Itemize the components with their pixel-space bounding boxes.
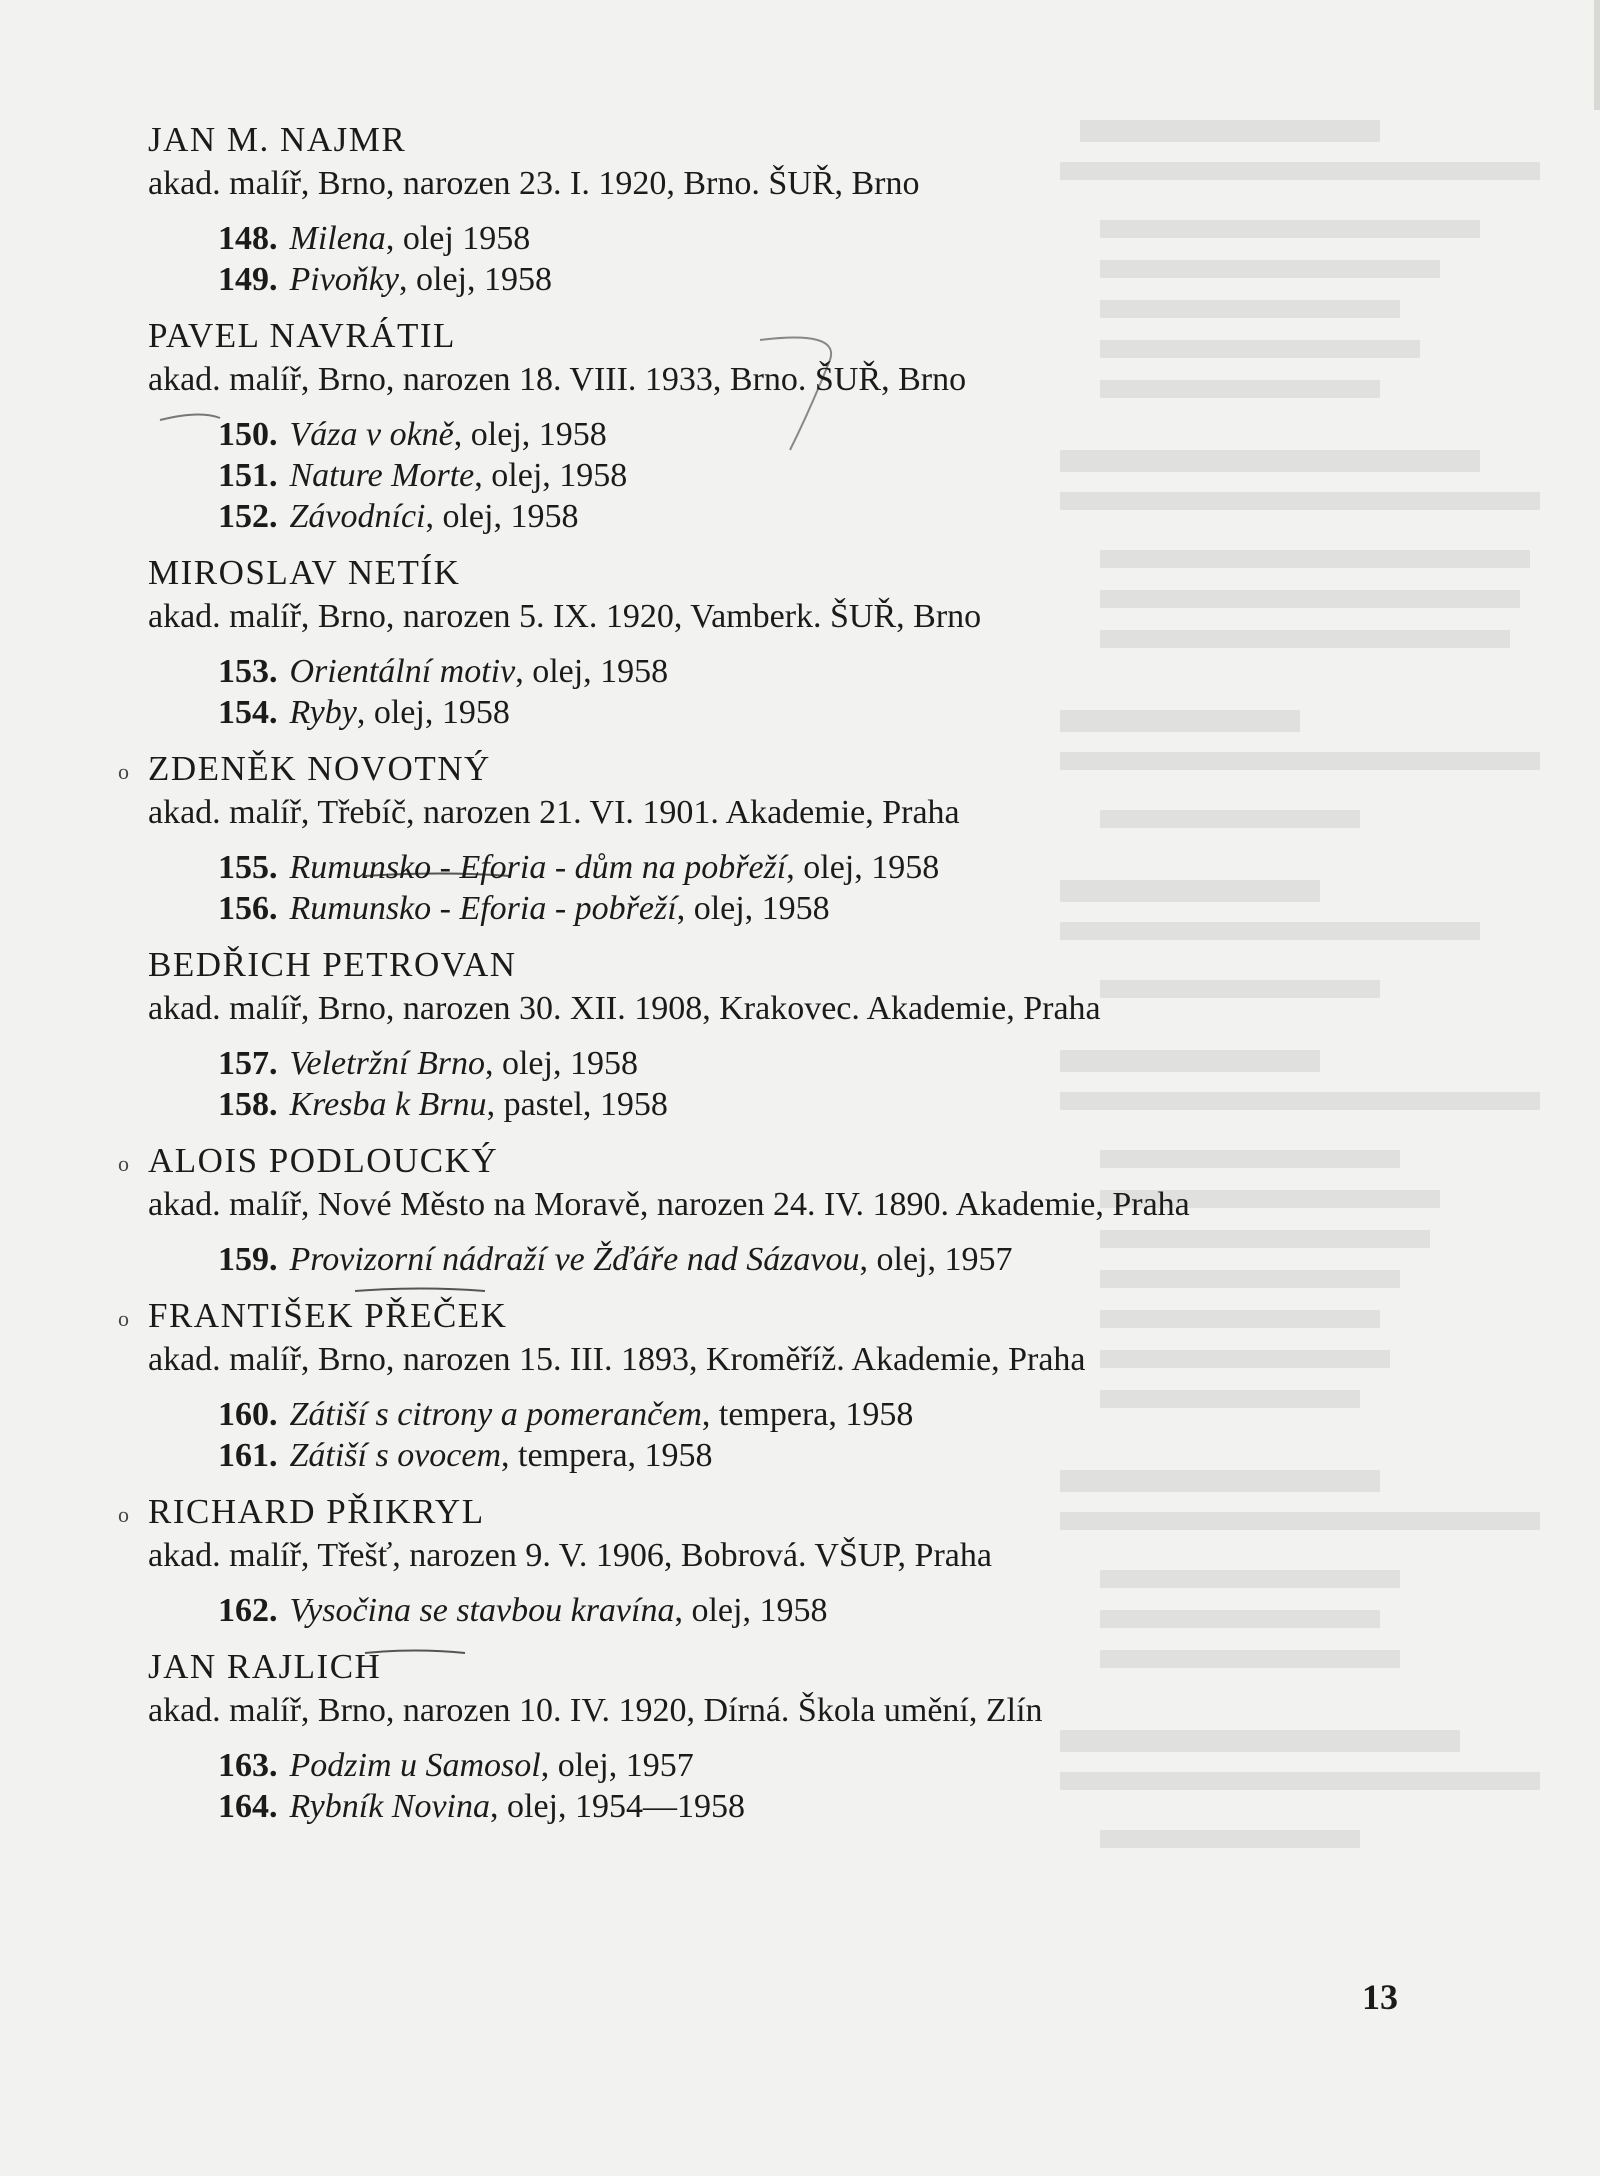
artist-bio: akad. malíř, Brno, narozen 10. IV. 1920, Dírná. Škola umění, Zlín xyxy=(148,1692,1043,1729)
artist-entry xyxy=(118,1294,1448,1476)
work-number: 151. xyxy=(218,457,278,494)
artist-entry xyxy=(148,943,1448,1125)
artist-entry xyxy=(148,1645,1448,1827)
work-item xyxy=(218,455,1448,496)
work-title: Závodníci xyxy=(289,498,426,535)
work-item xyxy=(218,1590,1448,1631)
work-details: , olej, 1957 xyxy=(540,1747,694,1784)
artist-bio: akad. malíř, Brno, narozen 30. XII. 1908, Krakovec. Akademie, Praha xyxy=(148,990,1101,1027)
artist-entry xyxy=(148,314,1448,537)
work-number: 149. xyxy=(218,261,278,298)
artist-bio: akad. malíř, Brno, narozen 15. III. 1893, Kroměříž. Akademie, Praha xyxy=(148,1341,1086,1378)
artist-name: ALOIS PODLOUCKÝ xyxy=(148,1141,499,1180)
work-title: Milena xyxy=(289,220,386,257)
work-item xyxy=(218,692,1448,733)
work-details: , tempera, 1958 xyxy=(501,1437,713,1474)
work-title: Podzim u Samosol xyxy=(289,1747,541,1784)
works-list xyxy=(218,1394,1448,1476)
artist-bio: akad. malíř, Třebíč, narozen 21. VI. 1901. Akademie, Praha xyxy=(148,794,960,831)
work-item xyxy=(218,888,1448,929)
artist-bio: akad. malíř, Nové Město na Moravě, narozen 24. IV. 1890. Akademie, Praha xyxy=(148,1186,1190,1223)
work-number: 161. xyxy=(218,1437,278,1474)
work-details: , olej, 1957 xyxy=(859,1241,1013,1278)
work-number: 163. xyxy=(218,1747,278,1784)
works-list xyxy=(218,651,1448,733)
artist-entry xyxy=(148,551,1448,733)
margin-mark: o xyxy=(118,1306,129,1331)
work-number: 152. xyxy=(218,498,278,535)
work-item xyxy=(218,1786,1448,1827)
work-number: 154. xyxy=(218,694,278,731)
work-number: 150. xyxy=(218,416,278,453)
works-list xyxy=(218,847,1448,929)
work-title: Nature Morte xyxy=(289,457,475,494)
artist-name: BEDŘICH PETROVAN xyxy=(148,945,517,984)
page-number: 13 xyxy=(1362,1977,1398,2017)
work-details: , olej, 1958 xyxy=(786,849,940,886)
artist-entry xyxy=(118,747,1448,929)
work-title: Kresba k Brnu xyxy=(289,1086,487,1123)
margin-mark: o xyxy=(118,759,129,784)
work-title: Ryby xyxy=(289,694,357,731)
artist-entry xyxy=(118,1139,1448,1280)
artist-name: JAN RAJLICH xyxy=(148,1647,382,1686)
work-item xyxy=(218,1745,1448,1786)
work-number: 148. xyxy=(218,220,278,257)
works-list xyxy=(218,1043,1448,1125)
works-list xyxy=(218,218,1448,300)
work-title: Vysočina se stavbou kravína xyxy=(289,1592,675,1629)
work-details: , olej 1958 xyxy=(385,220,531,257)
work-details: , olej, 1958 xyxy=(676,890,830,927)
works-list xyxy=(218,1745,1448,1827)
work-title: Zátiší s citrony a pomerančem xyxy=(289,1396,702,1433)
work-details: , olej, 1958 xyxy=(453,416,607,453)
work-item xyxy=(218,1394,1448,1435)
work-title: Veletržní Brno xyxy=(289,1045,485,1082)
work-number: 155. xyxy=(218,849,278,886)
work-title: Orientální motiv xyxy=(289,653,516,690)
work-item xyxy=(218,414,1448,455)
work-details: , olej, 1958 xyxy=(356,694,510,731)
work-details: , olej, 1958 xyxy=(674,1592,828,1629)
artist-name: FRANTIŠEK PŘEČEK xyxy=(148,1296,508,1335)
page-edge xyxy=(1594,0,1600,110)
artist-bio: akad. malíř, Třešť, narozen 9. V. 1906, Bobrová. VŠUP, Praha xyxy=(148,1537,992,1574)
work-number: 156. xyxy=(218,890,278,927)
work-number: 164. xyxy=(218,1788,278,1825)
artist-name: ZDENĚK NOVOTNÝ xyxy=(148,749,491,788)
work-details: , olej, 1958 xyxy=(474,457,628,494)
work-title: Zátiší s ovocem xyxy=(289,1437,502,1474)
works-list xyxy=(218,1239,1448,1280)
work-item xyxy=(218,1239,1448,1280)
work-title: Rumunsko - Eforia - dům na pobřeží xyxy=(289,849,787,886)
work-item xyxy=(218,1084,1448,1125)
works-list xyxy=(218,414,1448,537)
work-number: 159. xyxy=(218,1241,278,1278)
work-number: 158. xyxy=(218,1086,278,1123)
work-details: , olej, 1954—1958 xyxy=(490,1788,745,1825)
works-list xyxy=(218,1590,1448,1631)
work-title: Váza v okně xyxy=(289,416,454,453)
work-item xyxy=(218,847,1448,888)
work-item xyxy=(218,1435,1448,1476)
work-number: 162. xyxy=(218,1592,278,1629)
artist-entry xyxy=(118,1490,1448,1631)
artist-name: MIROSLAV NETÍK xyxy=(148,553,461,592)
work-title: Rumunsko - Eforia - pobřeží xyxy=(289,890,677,927)
work-item xyxy=(218,259,1448,300)
work-details: , olej, 1958 xyxy=(425,498,579,535)
work-details: , olej, 1958 xyxy=(515,653,669,690)
artist-name: JAN M. NAJMR xyxy=(148,120,407,159)
work-details: , olej, 1958 xyxy=(484,1045,638,1082)
work-details: , olej, 1958 xyxy=(399,261,552,298)
artist-entry xyxy=(148,118,1448,300)
margin-mark: o xyxy=(118,1151,129,1176)
work-number: 160. xyxy=(218,1396,278,1433)
margin-mark: o xyxy=(118,1502,129,1527)
work-item xyxy=(218,496,1448,537)
artist-name: RICHARD PŘIKRYL xyxy=(148,1492,485,1531)
work-title: Provizorní nádraží ve Žďáře nad Sázavou xyxy=(289,1241,860,1278)
work-number: 157. xyxy=(218,1045,278,1082)
work-item xyxy=(218,1043,1448,1084)
artist-name: PAVEL NAVRÁTIL xyxy=(148,316,456,355)
artist-bio: akad. malíř, Brno, narozen 5. IX. 1920, Vamberk. ŠUŘ, Brno xyxy=(148,598,982,635)
artist-bio: akad. malíř, Brno, narozen 18. VIII. 1933, Brno. ŠUŘ, Brno xyxy=(148,361,967,398)
work-details: , pastel, 1958 xyxy=(486,1086,668,1123)
work-title: Pivoňky xyxy=(289,261,399,298)
artist-list xyxy=(118,118,1448,1841)
work-item xyxy=(218,218,1448,259)
work-item xyxy=(218,651,1448,692)
work-details: , tempera, 1958 xyxy=(701,1396,914,1433)
work-title: Rybník Novina xyxy=(289,1788,490,1825)
work-number: 153. xyxy=(218,653,278,690)
artist-bio: akad. malíř, Brno, narozen 23. I. 1920, Brno. ŠUŘ, Brno xyxy=(148,165,920,202)
